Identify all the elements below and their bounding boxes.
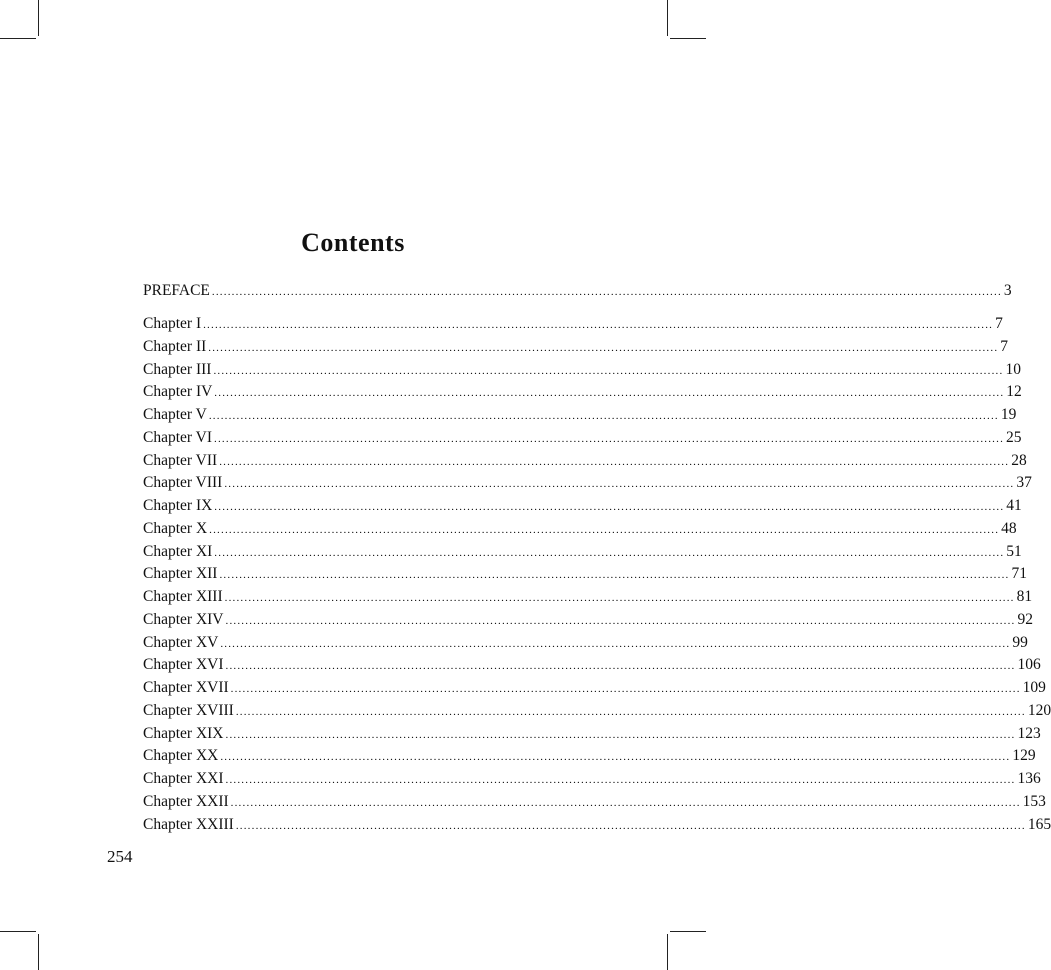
toc-entry-chapter[interactable]	[143, 518, 1017, 540]
toc-entry-page: 10	[1005, 360, 1021, 378]
toc-entry-chapter[interactable]	[143, 745, 1036, 767]
toc-entry-label: Chapter XII	[143, 565, 218, 583]
toc-entry-chapter[interactable]	[143, 814, 1051, 836]
toc-entry-label: Chapter XIX	[143, 724, 224, 742]
toc-entry-label: Chapter XIII	[143, 588, 223, 605]
dot-leader: ........................................................................................................................................................................................................	[235, 705, 1026, 718]
toc-entry-page: 3	[1003, 282, 1012, 299]
toc-entry-page: 153	[1022, 792, 1046, 810]
dot-leader: ........................................................................................................................................................................................................	[214, 432, 1005, 445]
toc-entry-chapter[interactable]	[143, 541, 1022, 563]
toc-entry-label: Chapter XVII	[143, 679, 229, 696]
toc-entry-chapter[interactable]	[143, 677, 1046, 699]
toc-entry-chapter[interactable]	[143, 700, 1051, 722]
toc-entry-label: Chapter IX	[143, 497, 213, 514]
toc-entry-page: 99	[1012, 633, 1028, 651]
toc-entry-chapter[interactable]	[143, 427, 1022, 449]
toc-entry-label: Chapter I	[143, 315, 202, 332]
toc-entry-label: Chapter II	[143, 337, 207, 355]
toc-entry-chapter[interactable]	[143, 472, 1032, 494]
toc-entry-page: 106	[1017, 656, 1041, 674]
crop-mark-top-right-vertical	[667, 0, 668, 36]
toc-entry-page: 19	[1000, 406, 1017, 423]
dot-leader: ........................................................................................................................................................................................................	[225, 774, 1016, 786]
toc-entry-label: Chapter XXI	[143, 770, 224, 787]
crop-mark-bottom-right-horizontal	[670, 931, 706, 932]
toc-entry-label: Chapter III	[143, 360, 212, 378]
toc-entry-label: Chapter XV	[143, 633, 219, 651]
toc-entry-page: 51	[1006, 542, 1022, 560]
toc-entry-page: 129	[1012, 747, 1036, 765]
toc-entry-chapter[interactable]	[143, 359, 1021, 381]
crop-mark-top-left-vertical	[38, 0, 39, 36]
dot-leader: ........................................................................................................................................................................................................	[213, 364, 1004, 377]
crop-mark-bottom-left-vertical	[38, 934, 39, 970]
dot-leader: ........................................................................................................................................................................................................	[230, 683, 1021, 695]
toc-entry-page: 41	[1006, 497, 1022, 514]
dot-leader: ........................................................................................................................................................................................................	[224, 478, 1015, 491]
dot-leader: ........................................................................................................................................................................................................	[224, 592, 1015, 604]
dot-leader: ........................................................................................................................................................................................................	[219, 569, 1010, 582]
toc-entry-chapter[interactable]	[143, 313, 1003, 335]
toc-entry-page: 92	[1017, 610, 1033, 628]
toc-entry-label: Chapter VII	[143, 451, 218, 469]
toc-entry-page: 25	[1006, 428, 1022, 446]
toc-entry-chapter[interactable]	[143, 632, 1028, 654]
toc-entry-page: 165	[1027, 815, 1051, 833]
toc-entry-chapter[interactable]	[143, 586, 1033, 608]
toc-entry-page: 48	[1001, 519, 1017, 537]
toc-entry-page: 37	[1016, 474, 1032, 492]
toc-entry-label: Chapter XVIII	[143, 701, 234, 719]
toc-entry-chapter[interactable]	[143, 768, 1041, 790]
dot-leader: ........................................................................................................................................................................................................	[225, 614, 1016, 627]
toc-entry-chapter[interactable]	[143, 609, 1033, 631]
toc-entry-page: 81	[1016, 588, 1033, 605]
toc-entry-page: 123	[1017, 724, 1041, 742]
toc-entry-label: Chapter IV	[143, 383, 213, 401]
toc-entry-label: Chapter XI	[143, 542, 213, 560]
toc-entry-label: Chapter VI	[143, 428, 213, 446]
toc-entry-preface[interactable]	[143, 280, 1012, 302]
toc-entry-page: 71	[1011, 565, 1027, 583]
toc-entry-chapter[interactable]	[143, 723, 1041, 745]
toc-entry-page: 12	[1006, 383, 1022, 401]
toc-entry-page: 136	[1017, 770, 1041, 787]
toc-entry-label: Chapter XXII	[143, 792, 229, 810]
dot-leader: ........................................................................................................................................................................................................	[220, 637, 1011, 650]
toc-entry-chapter[interactable]	[143, 381, 1022, 403]
toc-entry-label: Chapter XIV	[143, 610, 224, 628]
dot-leader: ........................................................................................................................................................................................................	[211, 286, 1002, 298]
toc-entry-chapter[interactable]	[143, 336, 1009, 358]
toc-entry-label: Chapter XXIII	[143, 815, 234, 833]
page-number: 254	[107, 847, 133, 866]
dot-leader: ........................................................................................................................................................................................................	[209, 523, 1000, 536]
toc-entry-label: Chapter XX	[143, 747, 219, 765]
toc-entry-label: Chapter XVI	[143, 656, 224, 674]
crop-mark-top-left-horizontal	[0, 38, 36, 39]
dot-leader: ........................................................................................................................................................................................................	[208, 410, 999, 422]
crop-mark-top-right-horizontal	[670, 38, 706, 39]
toc-entry-label: Chapter X	[143, 519, 208, 537]
toc-entry-chapter[interactable]	[143, 791, 1046, 813]
crop-mark-bottom-right-vertical	[667, 934, 668, 970]
toc-entry-page: 7	[995, 315, 1003, 332]
dot-leader: ........................................................................................................................................................................................................	[220, 751, 1011, 764]
toc-entry-chapter[interactable]	[143, 404, 1017, 426]
toc-entry-label: PREFACE	[143, 282, 210, 299]
dot-leader: ........................................................................................................................................................................................................	[214, 546, 1005, 559]
dot-leader: ........................................................................................................................................................................................................	[225, 728, 1016, 741]
toc-entry-page: 7	[1000, 337, 1009, 355]
toc-entry-label: Chapter VIII	[143, 474, 223, 492]
toc-entry-page: 120	[1027, 701, 1051, 719]
dot-leader: ........................................................................................................................................................................................................	[214, 501, 1005, 513]
dot-leader: ........................................................................................................................................................................................................	[219, 455, 1010, 468]
dot-leader: ........................................................................................................................................................................................................	[208, 341, 999, 354]
crop-mark-bottom-left-horizontal	[0, 931, 36, 932]
dot-leader: ........................................................................................................................................................................................................	[203, 319, 994, 331]
toc-entry-label: Chapter V	[143, 406, 207, 423]
dot-leader: ........................................................................................................................................................................................................	[214, 387, 1005, 400]
toc-entry-chapter[interactable]	[143, 495, 1022, 517]
dot-leader: ........................................................................................................................................................................................................	[235, 819, 1026, 832]
toc-entry-chapter[interactable]	[143, 563, 1027, 585]
toc-entry-chapter[interactable]	[143, 450, 1027, 472]
toc-entry-page: 28	[1011, 451, 1027, 469]
page-title: Contents	[301, 228, 405, 257]
toc-entry-chapter[interactable]	[143, 654, 1041, 676]
dot-leader: ........................................................................................................................................................................................................	[230, 796, 1021, 809]
toc-entry-page: 109	[1022, 679, 1046, 696]
dot-leader: ........................................................................................................................................................................................................	[225, 660, 1016, 673]
